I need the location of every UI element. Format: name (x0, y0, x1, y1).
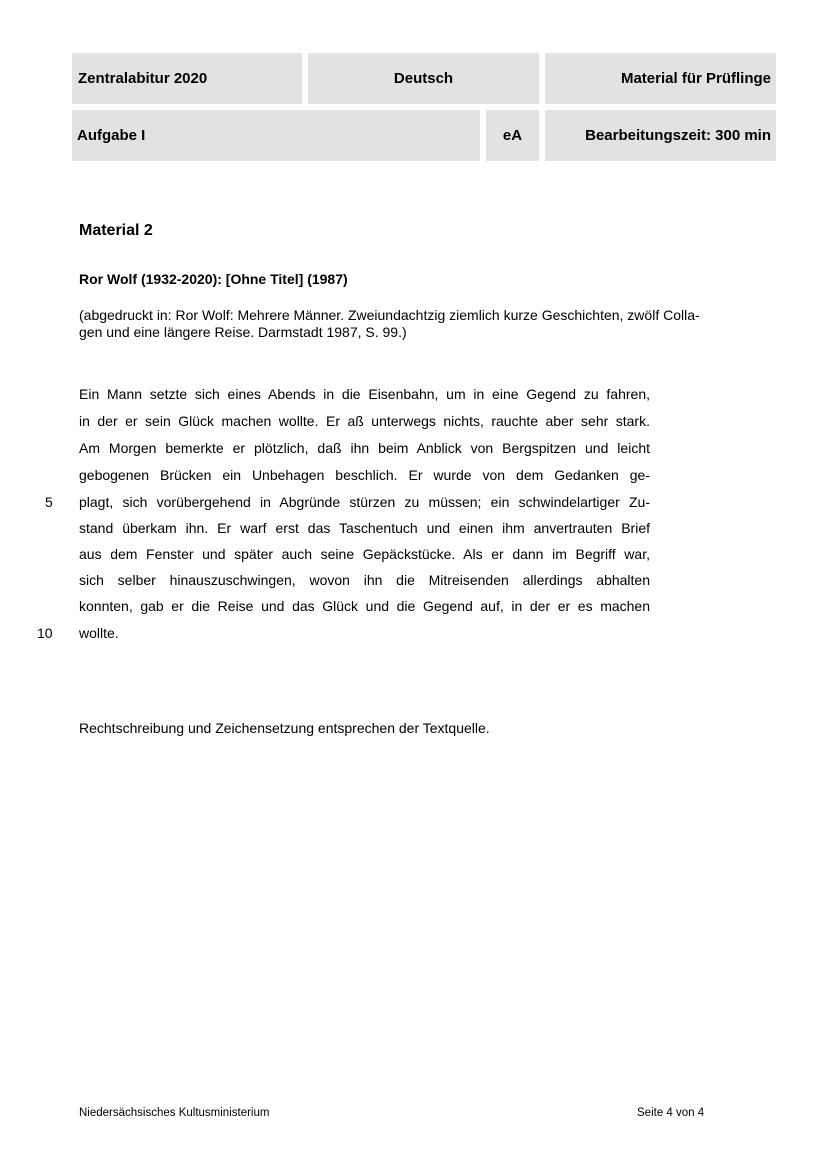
text-line: aus dem Fenster und später auch seine Gepäckstücke. Als er dann im Begriff war, (79, 546, 650, 562)
footer-page-number: Seite 4 von 4 (637, 1107, 705, 1119)
header-time-label: Bearbeitungszeit: 300 min (585, 127, 771, 144)
source-note-line: (abgedruckt in: Ror Wolf: Mehrere Männer. Zweiundachtzig ziemlich kurze Geschichten, zwölf Colla- (79, 307, 700, 323)
header-level (486, 110, 539, 161)
text-line: Ein Mann setzte sich eines Abends in die Eisenbahn, um in eine Gegend zu fahren, (79, 386, 650, 402)
header-exam (72, 53, 302, 104)
text-line: konnten, gab er die Reise und das Glück und die Gegend auf, in der er es machen (79, 598, 650, 614)
source-note (79, 307, 771, 341)
header-material-type-label: Material für Prüflinge (620, 70, 771, 87)
header-task-label: Aufgabe I (77, 127, 146, 144)
footer-ministry: Niedersächsisches Kultusministerium (79, 1107, 270, 1119)
header-task (72, 110, 480, 161)
text-line: plagt, sich vorübergehend in Abgründe stürzen zu müssen; ein schwindelartiger Zu- (79, 494, 650, 510)
header-subject-label: Deutsch (393, 70, 454, 87)
header-exam-label: Zentralabitur 2020 (78, 70, 208, 87)
header-level-label: eA (502, 127, 523, 144)
source-note-line: gen und eine längere Reise. Darmstadt 1987, S. 99.) (79, 324, 407, 340)
text-line: in der er sein Glück machen wollte. Er aß unterwegs nichts, rauchte aber sehr stark. (79, 413, 650, 429)
text-line: wollte. (79, 625, 119, 641)
material-title: Material 2 (79, 222, 153, 239)
header-material-type (545, 53, 776, 104)
text-line: Am Morgen bemerkte er plötzlich, daß ihn beim Anblick von Bergspitzen und leicht (79, 440, 650, 456)
header-time (545, 110, 776, 161)
line-number: 5 (45, 494, 53, 510)
work-title: Ror Wolf (1932-2020): [Ohne Titel] (1987) (79, 271, 348, 287)
text-line: gebogenen Brücken ein Unbehagen beschlich. Er wurde von dem Gedanken ge- (79, 467, 650, 483)
line-number: 10 (37, 625, 53, 641)
header-subject (308, 53, 539, 104)
orthography-note: Rechtschreibung und Zeichensetzung entsprechen der Textquelle. (79, 720, 490, 736)
text-line: stand überkam ihn. Er warf erst das Taschentuch und einen ihm anvertrauten Brief (79, 520, 650, 536)
text-line: sich selber hinauszuschwingen, wovon ihn die Mitreisenden allerdings abhalten (79, 572, 650, 588)
